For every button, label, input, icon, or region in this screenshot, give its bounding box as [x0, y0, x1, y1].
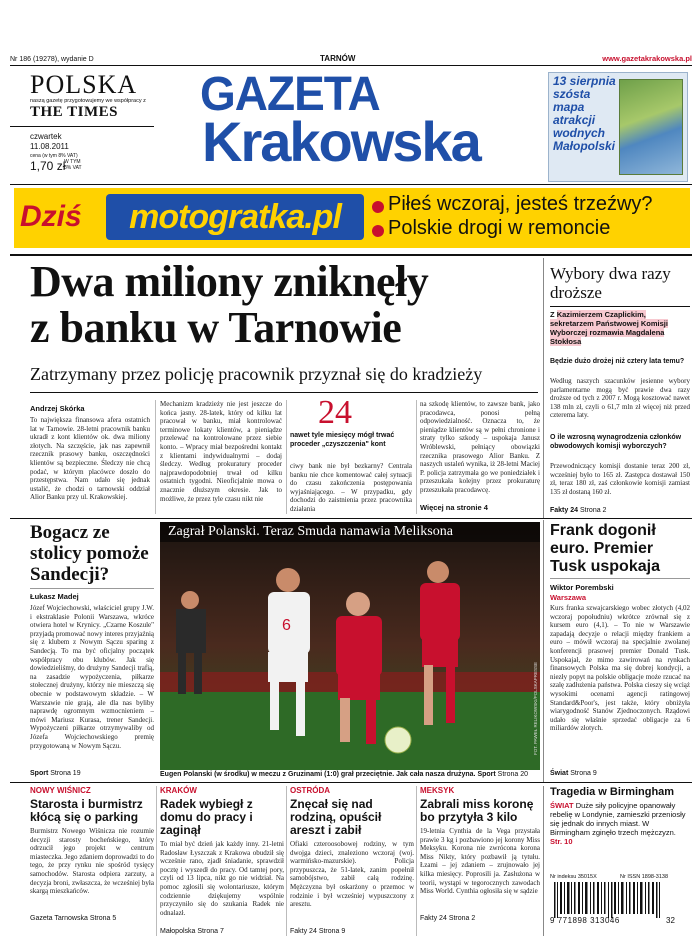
promo-line: atrakcji — [553, 113, 596, 127]
interview-answer-2: Przewodniczący komisji dostanie teraz 200 zł, wcześniej było to 165 zł. Zastępca dostawał 150 zł, teraz 180 zł, zaś członkowie komisji zamiast 135 zł dostaną 160 zł. — [550, 462, 690, 496]
interview-prefix: Z — [550, 310, 555, 319]
issue-info: Nr 186 (19278), wydanie D — [10, 56, 94, 63]
bottom-source-name-4: Fakty 24 — [420, 915, 447, 922]
left-story-headline[interactable]: Bogacz ze stolicy pomoże Sandecji? — [30, 522, 149, 585]
bottom-source-page-4: Strona 2 — [448, 915, 476, 922]
football-ball — [385, 727, 411, 753]
interview-question-2: O ile wzrosną wynagrodzenia członków obwodowych komisji wyborczych? — [550, 434, 682, 450]
lead-subhead: Zatrzymany przez policję pracownik przyznał się do kradzieży — [30, 364, 483, 384]
bottom-label-1: NOWY WIŚNICZ — [30, 786, 91, 795]
left-story-author: Łukasz Madej — [30, 592, 79, 601]
banner-brand: motogratka.pl — [129, 197, 341, 236]
interview-source-page: Strona 2 — [579, 507, 607, 514]
interview-question-1: Będzie dużo drożej niż cztery lata temu? — [550, 358, 685, 365]
barcode-bars — [554, 882, 660, 918]
right-story-source[interactable] — [550, 770, 597, 777]
bottom-source-2 — [160, 928, 284, 935]
bottom-body-2: To miał być dzień jak każdy inny. 21-letni Radosław Łyszczak z Krakowa obudził się wcześnie rano, zjadł śniadanie, sprawdził pocztę i wyszedł do pracy. Od tamtej pory, czyli od 13 lipca, nikt go nie widział. Na pomoc zgłosili się wolontariusze, którym codziennie dziękujemy wspólnie przyczyniło się do szukania Radek nie odnalazł. — [160, 840, 284, 917]
bottom-source-name-2: Małopolska — [160, 928, 196, 935]
photo-caption-text: Eugen Polanski (w środku) w meczu z Gruzinami (1:0) grał przeciętnie. Jak cała nasza drużyna. — [160, 771, 476, 778]
motogratka-banner[interactable] — [14, 188, 690, 248]
barcode-issue: 32 — [666, 916, 675, 925]
interview-answer-1: Według naszych szacunków jesienne wybory parlamentarne mogą być prawie dwa razy droższe od tych z 2007 r. Mogą kosztować nawet 138 mln zł, czyli o 61,7 mln zł więcej niż przed czterema laty. — [550, 377, 690, 420]
issue-date: 11.08.2011 — [30, 142, 69, 151]
promo-line: 13 sierpnia — [553, 74, 616, 88]
barcode-icon — [550, 882, 680, 918]
banner-line-1: Piłeś wczoraj, jesteś trzeźwy? — [388, 193, 653, 215]
photo-scene — [160, 522, 540, 770]
bottom-source-page-3: Strona 9 — [318, 928, 346, 935]
bottom-headline-1: Starosta i burmistrz kłócą się o parking — [30, 797, 143, 824]
bottom-label-3: OSTRÓDA — [290, 786, 330, 795]
interview-source[interactable] — [550, 507, 606, 514]
logo-line-gazeta: GAZETA — [200, 65, 380, 121]
bottom-body-3: Ofiaki czteroosobowej rodziny, w tym dwojga dzieci, znaleziono wczoraj (woj. warmińsko-mazurskie). Policja przypuszcza, że 51-latek, zanim popełnił samobójstwo, zabił całą rodzinę. Mężczyzna był oskarżony o przemoc w rodzinie i był wcześniej wypuszczony z aresztu. — [290, 840, 414, 909]
jersey-number: 6 — [282, 617, 291, 634]
right-story-source-name: Świat — [550, 770, 569, 777]
right-story-body: Kurs franka szwajcarskiego wobec złotych (4,02 wczoraj popołudniu) wkrótce zrównał się z kursem euro (4,1). – To nie w Warszawie zapadają decyzje o relacji między frankiem a euro – mówił wczoraj na specjalnie zwołanej konferencji prasowej premier Donald Tusk. Uspokajał, że mimo zawirowań na rynkach finansowych Polska ma się dobrej kondycji, a niezły popyt na polskie obligacje może rzucać na szalę zadłużenia państwa. Polska cieszy się wciąż wysokimi ocenami agencji ratingowej Standard&Poor's, jest także, który obniżyła wiarygodność Stanów Zjednoczonych. Rządowi udało się właśnie sprzedać obligacje za 6 miliardów złotych. — [550, 604, 690, 733]
banner-today: Dziś — [20, 200, 82, 233]
tragedia-box[interactable] — [550, 786, 690, 846]
bottom-story-4[interactable] — [420, 786, 540, 938]
interview-title[interactable]: Wybory dwa razy droższe — [550, 264, 671, 302]
lead-headline-line2[interactable]: z banku w Tarnowie — [30, 303, 402, 352]
bottom-source-1 — [30, 915, 154, 922]
photo-credit: FOT. PAWEŁ RELIKOWSKI/POLSKAPRESSE — [533, 662, 538, 756]
bottom-label-4: MEKSYK — [420, 786, 455, 795]
barcode-digits: 9 771898 313046 — [550, 916, 620, 925]
bottom-source-name-1: Gazeta Tarnowska — [30, 915, 88, 922]
tragedia-section: ŚWIAT — [550, 801, 574, 810]
bottom-source-3 — [290, 928, 414, 935]
bottom-story-1[interactable] — [30, 786, 154, 938]
tragedia-body — [550, 801, 690, 846]
photo-caption — [160, 771, 542, 778]
bottom-headline-3: Znęcał się nad rodziną, opuścił areszt i zabił — [290, 797, 382, 837]
price-vat: W TYM 8% VAT — [64, 159, 82, 171]
left-story-source-name: Sport — [30, 770, 49, 777]
right-story-author: Wiktor Porembski — [550, 583, 614, 592]
right-story-source-page: Strona 9 — [570, 770, 597, 777]
edition-city: TARNÓW — [320, 54, 356, 63]
bottom-body-4: 19-letnia Cynthia de la Vega przystała prawie 3 kg i pozbawiono jej korony Miss Meksyku. Korona nie zwrócona korona Miss Nikty, który pozbawił ją tytułu. Łzami – jej zdaniem – zrujnowało jej kilka miesięcy. Poprosili ja. Zasłużona w teorii, wystąpi w tegorocznych zawodach Miss World. Cynthia ogłosiła się w sądzie — [420, 827, 540, 896]
lead-headline-line1[interactable]: Dwa miliony zniknęły — [30, 257, 429, 306]
bullet-icon — [372, 201, 384, 213]
bottom-body-1: Burmistrz Nowego Wiśnicza nie rozumie decyzji starosty bocheńskiego, który odrzucił jego projekt w centrum miasteczka. Jego zdaniem doprowadzi to do tego, że przy rynku nie spośród tysięcy samochodów. Starosta odpiera zarzuty, a decyzja broni, zwłaszcza, że wcześniej była skargą mieszkańców. — [30, 827, 154, 896]
lead-author: Andrzej Skórka — [30, 404, 85, 413]
logo-line-krakowska: Krakowska — [202, 110, 480, 173]
bottom-headline-4: Zabrali miss koronę bo przytyła 3 kilo — [420, 797, 534, 824]
polska-tagline: naszą gazetę przygotowujemy we współpracy z — [30, 98, 146, 104]
lead-column-1: To największa finansowa afera ostatnich lat w Tarnowie. 28-letni pracownik banku ukradł z kont klientów ok. dwa miliony złotych. Na szczęście, jak nas zapewnił rzecznik prasowy banku, oszczędności klientów są bezpieczne. Śledczy nie chcą podać, w którym placówce doszło do przestępstwa. Nam udało się jednak ustalić, że chodzi o tarnowski oddział Alior Banku przy ul. Krakowskiej. — [30, 416, 150, 502]
interview-guest: Kazimierzem Czaplickim, sekretarzem Państwowej Komisji Wyborczej rozmawia Magdalena Stokłosa — [550, 310, 668, 346]
lead-column-3: ciwy bank nie był bezkarny? Centrala banku nie chce komentować całej sytuacji do czasu zakończenia postępowania wyjaśniającego. – W przypadku, gdy dochodzi do zaistnienia przez pracownika działania — [290, 462, 412, 513]
photo-source-page: Strona 20 — [497, 771, 529, 778]
bottom-label-2: KRAKÓW — [160, 786, 197, 795]
bottom-story-3[interactable] — [290, 786, 414, 938]
issn-number: Nr ISSN 1898-3138 — [620, 874, 668, 880]
big-number: 24 — [318, 394, 352, 431]
football-photo[interactable] — [160, 522, 540, 770]
promo-line: mapa — [553, 100, 585, 114]
bottom-source-4 — [420, 915, 540, 922]
promo-line: Małopolski — [553, 139, 616, 153]
bottom-story-2[interactable] — [160, 786, 284, 938]
lead-more-link[interactable]: Więcej na stronie 4 — [420, 503, 488, 512]
tragedia-page: Str. 10 — [550, 837, 573, 846]
bottom-source-page-1: Strona 5 — [89, 915, 117, 922]
promo-map-box[interactable] — [548, 72, 688, 182]
price-note: cena (w tym 8% VAT) — [30, 153, 78, 159]
barcode — [550, 882, 680, 926]
gazeta-logo — [198, 64, 498, 179]
issue-day: czwartek — [30, 132, 62, 141]
right-story-place: Warszawa — [550, 593, 586, 602]
bottom-source-name-3: Fakty 24 — [290, 928, 317, 935]
tragedia-text: Duże siły policyjne opanowały rebelię w Londynie, zamieszki przeniosły się jednak do innych miast. W Birmingham zginęło trzech mężczyzn. — [550, 801, 686, 837]
index-number: Nr indeksu 35015X — [550, 874, 597, 880]
the-times-logo: THE TIMES — [30, 104, 119, 120]
bullet-icon — [372, 225, 384, 237]
right-story-headline[interactable]: Frank dogonił euro. Premier Tusk uspokaja — [550, 522, 660, 575]
lead-column-2: Mechanizm kradzieży nie jest jeszcze do końca jasny. 28-latek, który od kilku lat pracował w banku, miał kontrolować terminowe lokaty klientów, a pieniądze przelewać na kontrolowane przez siebie konto. – Wpracy miał bezpośredni kontakt z klientami indywidualnymi – dodaj śledczy. Według prokuratury proceder najprawdopodobniej trwał od kilku ostatnich tygodni. Nieoficjalnie mowa o znacznie dłuższym okresie. Jak to możliwe, że przez tyle czasu nikt nie — [160, 400, 282, 503]
banner-line-2: Polskie drogi w remoncie — [388, 217, 611, 239]
left-story-source-page: Strona 19 — [50, 770, 81, 777]
photo-caption-top: Zagrał Polanski. Teraz Smuda namawia Meliksona — [168, 524, 453, 539]
big-number-caption: nawet tyle miesięcy mógł trwać proceder „czyszczenia" kont — [290, 432, 395, 448]
website-link[interactable]: www.gazetakrakowska.pl — [602, 54, 692, 63]
banner-brand-box — [106, 194, 364, 240]
bottom-source-page-2: Strona 7 — [197, 928, 224, 935]
map-thumbnail-icon — [619, 79, 683, 175]
polska-logo: POLSKA — [30, 70, 138, 99]
promo-line: wodnych — [553, 126, 606, 140]
left-story-source[interactable] — [30, 770, 81, 777]
bottom-headline-2: Radek wybiegł z domu do pracy i zaginął — [160, 797, 253, 837]
interview-intro — [550, 310, 690, 346]
left-story-body: Józef Wojciechowski, właściciel grupy J.W. i ekstraklasie Polonii Warszawa, wkróce otwiera hotel w Krynicy. „Czarne Koszule" przyjadą promować nowy interes przyjaźnią się z klubem z Nowym Sączu sparing z Sandecją. To ma być oficjalny początek współpracy obu klubów. Jak się dowiedzieliśmy, do drużyny Sandecji trafią, na zasadzie wypożyczenia, piłkarze stołecznej drużyny, którzy nie mieszczą się obecnie w podstawowym składzie. – W Warszawie nie grają, ale dla nas byliby naprawdę ogromnym wzmocnieniem – mówi Mariusz Kurasa, trener Sandecji. Wypożyczeni piłkarze otrzymywaliby od Józefa Wojciechowskiego premię przygotowaną w Nowym Sączu. — [30, 604, 154, 750]
promo-line: szósta — [553, 87, 591, 101]
lead-column-4: na szkodę klientów, to zawsze bank, jako pracodawca, ponosi pełną odpowiedzialność. Oznacza to, że pieniądze klientów są w pełni chronione i straty tylko szkody – uspokaja Janusz Wróblewski, pełniący obowiązki rzecznika prasowego Alior Banku. Z naszych ustaleń wynika, iż 28-letni Maciej P. policja zatrzymała go we poniedziałek i przeszukała kolejny przez prokuraturę przeszukała pracodawcę. — [420, 400, 540, 494]
price: 1,70 zł — [30, 159, 66, 173]
interview-source-name: Fakty 24 — [550, 507, 579, 514]
photo-source-name[interactable]: Sport — [477, 771, 496, 778]
tragedia-headline: Tragedia w Birmingham — [550, 786, 675, 798]
